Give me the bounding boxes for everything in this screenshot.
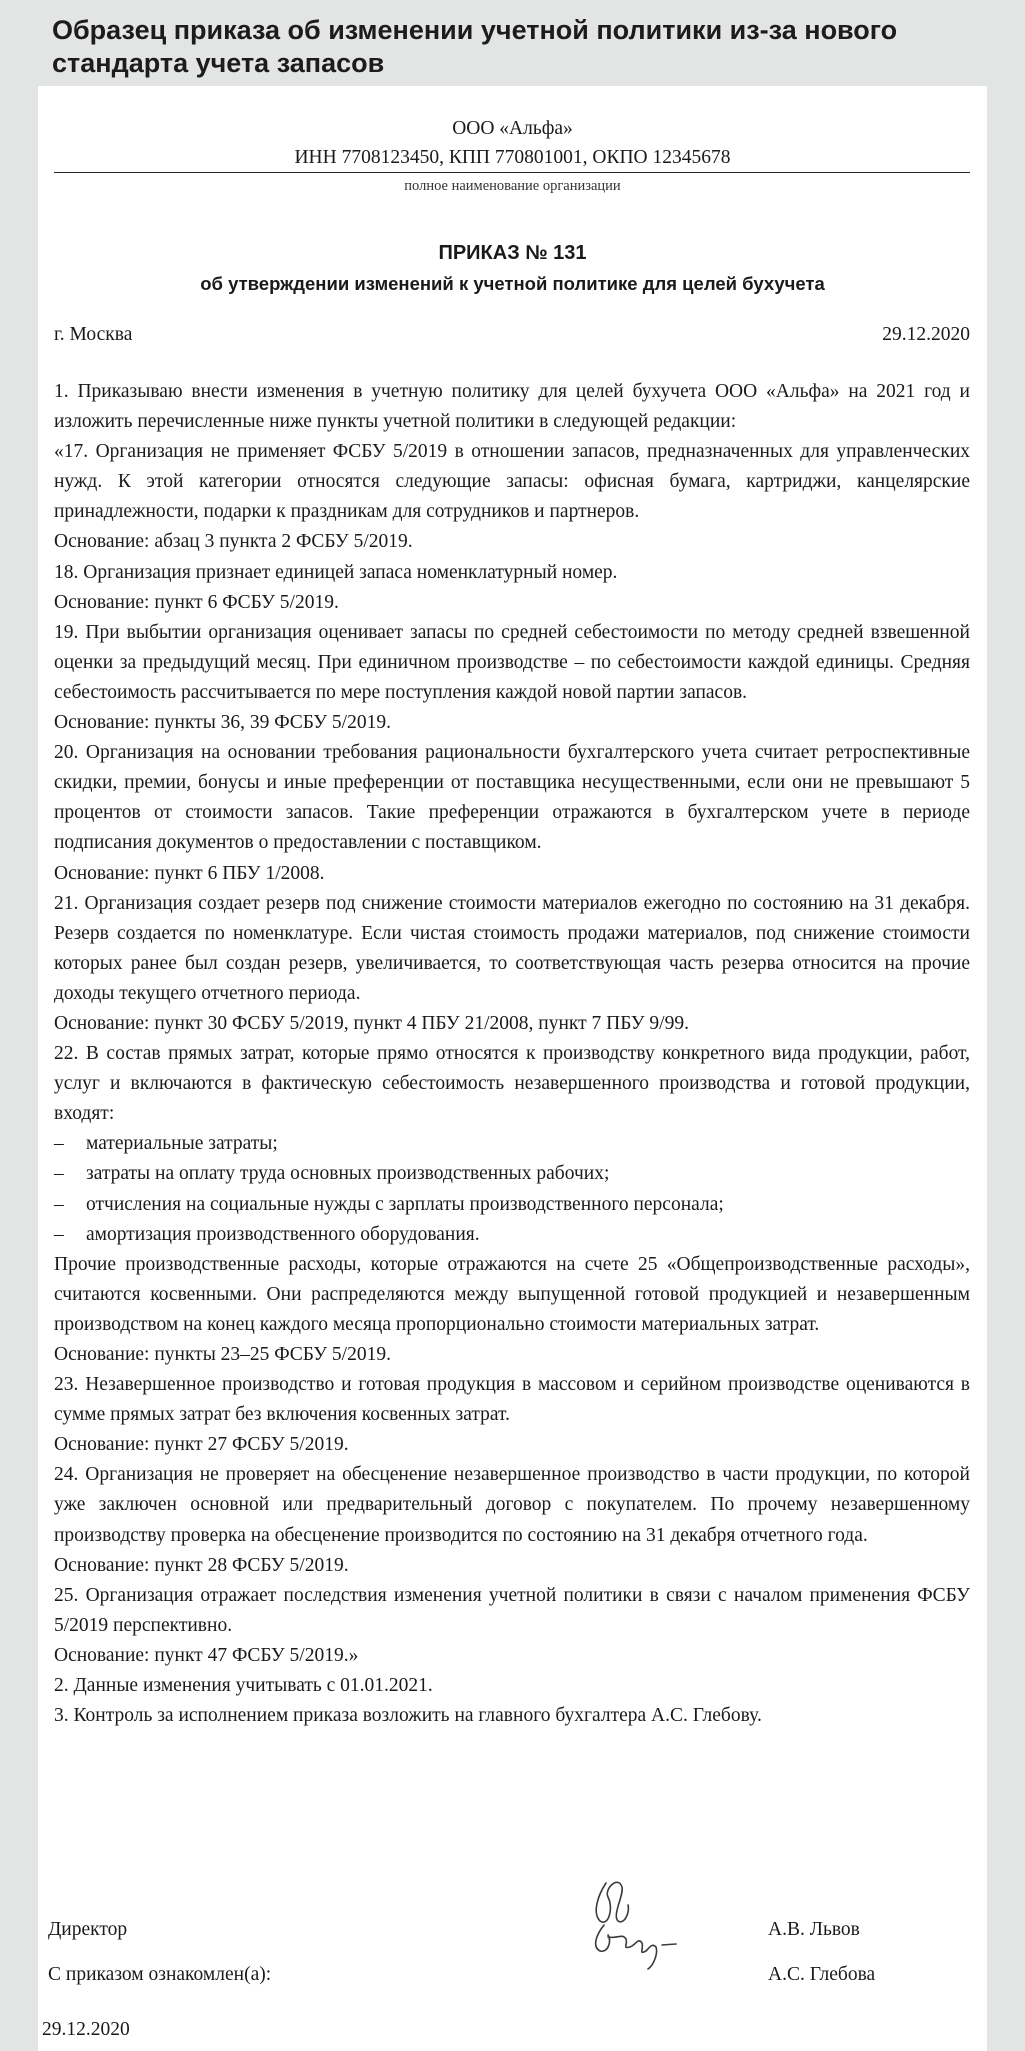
paragraph: 2. Данные изменения учитывать с 01.01.2021. xyxy=(54,1675,433,1697)
handwritten-signature-icon xyxy=(578,1865,698,1975)
list-item xyxy=(54,1129,970,1159)
director-label: Директор xyxy=(48,1919,128,1940)
dash-bullet-icon: – xyxy=(54,1223,64,1245)
order-body xyxy=(54,377,970,1731)
list-item xyxy=(54,1220,970,1250)
director-name: А.В. Львов xyxy=(768,1919,860,1940)
paragraph-group-main xyxy=(54,377,970,1129)
paragraph: 22. В состав прямых затрат, которые прямо относятся к производству конкретного вида продукции, работ, услуг и включаются в фактическую себестоимость незавершенного производства и готовой продукции, входят: xyxy=(54,1043,970,1125)
paragraph: 18. Организация признает единицей запаса номенклатурный номер. xyxy=(54,561,618,583)
paragraph: 25. Организация отражает последствия изменения учетной политики в связи с началом применения ФСБУ 5/2019 перспективно. xyxy=(54,1584,970,1636)
list-item-text: затраты на оплату труда основных производственных рабочих; xyxy=(86,1163,610,1185)
page-title: Образец приказа об изменении учетной политики из-за нового стандарта учета запасов xyxy=(52,15,898,78)
paragraph: Прочие производственные расходы, которые отражаются на счете 25 «Общепроизводственные расходы», считаются косвенными. Они распределяются между выпущенной готовой продукцией и незавершенным производством на конец каждого месяца пропорционально стоимости материальных затрат. xyxy=(54,1253,970,1335)
paragraph: Основание: пункт 47 ФСБУ 5/2019.» xyxy=(54,1644,359,1666)
list-item xyxy=(54,1190,970,1220)
paragraph-group-after xyxy=(54,1250,970,1732)
paragraph: Основание: пункты 23–25 ФСБУ 5/2019. xyxy=(54,1344,391,1365)
paragraph: 21. Организация создает резерв под снижение стоимости материалов ежегодно по состоянию на 31 декабря. Резерв создается по номенклатуре. Если чистая стоимость продажи материалов, под снижение стоимости которых ранее был создан резерв, увеличивается, то соответствующая часть резерва относится на прочие доходы текущего отчетного периода. xyxy=(54,892,970,1004)
paragraph: 19. При выбытии организация оценивает запасы по средней себестоимости по методу средней взвешенной оценки за предыдущий месяц. При единичном производстве – по себестоимости каждой единицы. Средняя себестоимость рассчитывается по мере поступления каждой новой партии запасов. xyxy=(54,621,970,703)
order-date: 29.12.2020 xyxy=(882,324,970,345)
paragraph: 3. Контроль за исполнением приказа возложить на главного бухгалтера А.С. Глебову. xyxy=(54,1705,762,1727)
paragraph: Основание: пункт 28 ФСБУ 5/2019. xyxy=(54,1554,349,1576)
list-item-text: амортизация производственного оборудования. xyxy=(86,1223,480,1245)
paragraph: «17. Организация не применяет ФСБУ 5/2019 в отношении запасов, предназначенных для управленческих нужд. К этой категории относятся следующие запасы: офисная бумага, картриджи, канцелярские принадлежности, подарки к праздникам для сотрудников и партнеров. xyxy=(54,441,970,523)
paragraph: Основание: абзац 3 пункта 2 ФСБУ 5/2019. xyxy=(54,531,413,553)
order-number: ПРИКАЗ № 131 xyxy=(438,242,587,264)
organization-caption: полное наименование организации xyxy=(404,178,621,194)
organization-name: ООО «Альфа» xyxy=(452,118,573,139)
organization-underline xyxy=(54,172,970,173)
list-item-text: отчисления на социальные нужды с зарплаты производственного персонала; xyxy=(86,1193,724,1215)
organization-block xyxy=(38,114,987,172)
dash-bullet-icon: – xyxy=(54,1193,64,1215)
organization-codes: ИНН 7708123450, КПП 770801001, ОКПО 12345678 xyxy=(294,147,731,168)
dash-bullet-icon: – xyxy=(54,1133,64,1155)
acknowledged-name: А.С. Глебова xyxy=(768,1964,876,1985)
acknowledged-label: С приказом ознакомлен(а): xyxy=(48,1964,272,1985)
dash-bullet-icon: – xyxy=(54,1163,64,1185)
direct-costs-list xyxy=(54,1129,970,1249)
paragraph: Основание: пункт 6 ФСБУ 5/2019. xyxy=(54,591,339,613)
paragraph: 1. Приказываю внести изменения в учетную политику для целей бухучета ООО «Альфа» на 2021 год и изложить перечисленные ниже пункты учетной политики в следующей редакции: xyxy=(54,381,970,433)
list-item xyxy=(54,1159,970,1189)
document-sheet xyxy=(38,86,987,2051)
paragraph: 23. Незавершенное производство и готовая продукция в массовом и серийном производстве оцениваются в сумме прямых затрат без включения косвенных затрат. xyxy=(54,1374,970,1426)
order-subject: об утверждении изменений к учетной политике для целей бухучета xyxy=(200,273,825,294)
paragraph: 20. Организация на основании требования рациональности бухгалтерского учета считает ретроспективные скидки, премии, бонусы и иные преференции от поставщика несущественными, если они не превышают 5 процентов от стоимости запасов. Такие преференции отражаются в бухгалтерском учете в периоде подписания документов о предоставлении с поставщиком. xyxy=(54,742,970,854)
paragraph: Основание: пункт 27 ФСБУ 5/2019. xyxy=(54,1434,349,1456)
order-city: г. Москва xyxy=(54,324,133,345)
paragraph: 24. Организация не проверяет на обесценение незавершенное производство в части продукции, по которой уже заключен основной или предварительный договор с покупателем. По прочему незавершенному производству проверка на обесценение производится по состоянию на 31 декабря отчетного года. xyxy=(54,1464,970,1546)
paragraph: Основание: пункты 36, 39 ФСБУ 5/2019. xyxy=(54,712,391,734)
paragraph: Основание: пункт 6 ПБУ 1/2008. xyxy=(54,862,325,884)
list-item-text: материальные затраты; xyxy=(86,1133,278,1155)
paragraph: Основание: пункт 30 ФСБУ 5/2019, пункт 4 ПБУ 21/2008, пункт 7 ПБУ 9/99. xyxy=(54,1012,689,1034)
acknowledged-date: 29.12.2020 xyxy=(42,2019,130,2040)
